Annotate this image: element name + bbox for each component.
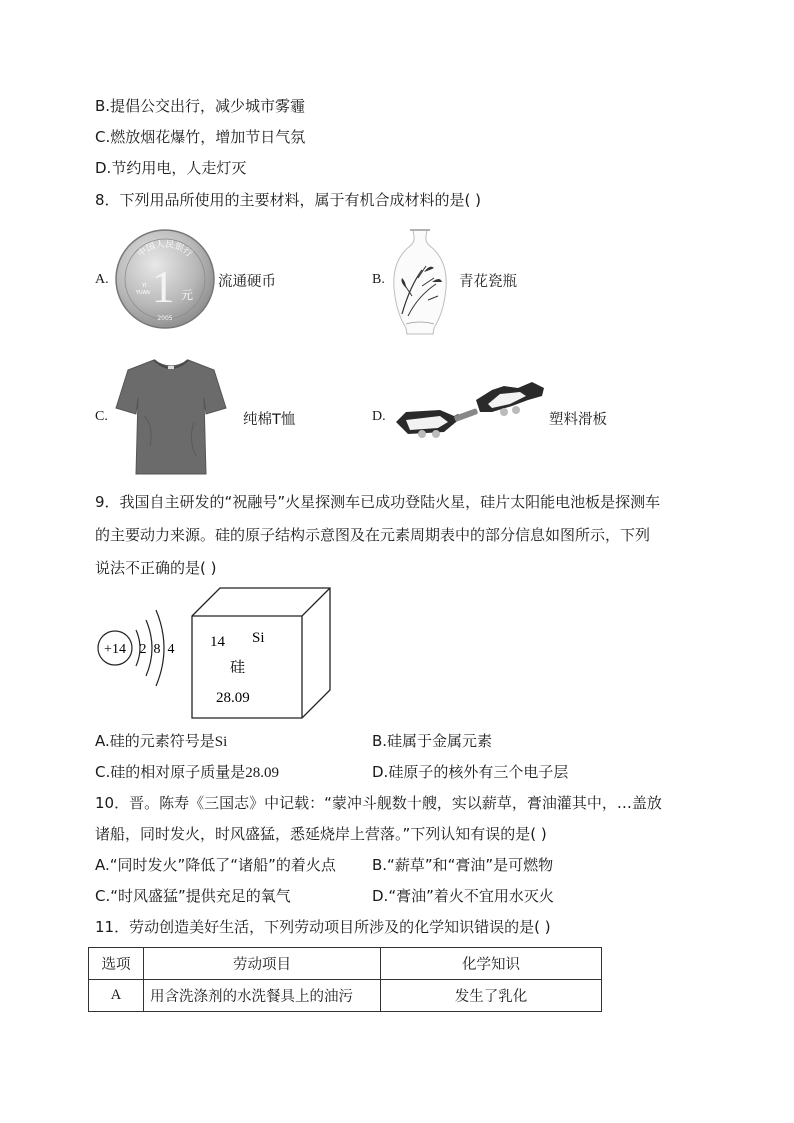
q10-stem-line1: 10．晋。陈寿《三国志》中记载：“蒙冲斗舰数十艘，实以薪草，膏油灌其中，…盖放: [95, 794, 662, 812]
q9-option-a: A.硅的元素符号是Si: [95, 732, 228, 750]
q8-option-b-text: 青花瓷瓶: [459, 274, 517, 290]
q7-option-d: D.节约用电，人走灯灭: [95, 159, 247, 177]
shell-1-electrons: 2: [139, 642, 147, 657]
q9-option-d: D.硅原子的核外有三个电子层: [372, 763, 569, 781]
table-header-cell: 劳动项目: [144, 948, 381, 980]
coin-unit: 元: [181, 288, 194, 302]
table-cell: 发生了乳化: [381, 980, 602, 1012]
q8-option-a-label: A.: [95, 272, 109, 287]
coin-image: [114, 228, 216, 330]
vase-image: [388, 226, 452, 338]
nucleus-charge: +14: [104, 642, 126, 657]
q11-stem: 11．劳动创造美好生活，下列劳动项目所涉及的化学知识错误的是( ): [95, 918, 551, 936]
q10-option-a: A.“同时发火”降低了“诸船”的着火点: [95, 856, 336, 874]
q8-option-a-text: 流通硬币: [218, 274, 276, 290]
table-cell: A: [89, 980, 144, 1012]
q8-option-d-label: D.: [372, 409, 386, 424]
element-atomic-number: 14: [210, 634, 225, 650]
q7-option-b: B.提倡公交出行，减少城市雾霾: [95, 97, 306, 115]
q8-option-c-text: 纯棉T恤: [243, 412, 296, 428]
coin-yi: YI: [142, 283, 147, 289]
atomic-structure-diagram: [96, 598, 188, 694]
tshirt-image: [114, 356, 228, 478]
q11-table: [88, 947, 602, 1012]
element-mass: 28.09: [216, 690, 250, 706]
q9-stem-line3: 说法不正确的是( ): [95, 559, 217, 577]
q8-option-b-label: B.: [372, 272, 385, 287]
table-header-row: [89, 948, 602, 980]
q8-option-c-label: C.: [95, 409, 108, 424]
q10-option-b: B.“薪草”和“膏油”是可燃物: [372, 856, 554, 874]
coin-year: 2005: [157, 315, 173, 322]
q10-stem-line2: 诸船，同时发火，时风盛猛，悉延烧岸上营落。”下列认知有误的是( ): [95, 825, 547, 843]
element-cube: [190, 586, 332, 722]
shell-3-electrons: 4: [167, 642, 175, 657]
element-name: 硅: [230, 658, 246, 676]
table-header-cell: 化学知识: [381, 948, 602, 980]
q9-stem-line2: 的主要动力来源。硅的原子结构示意图及在元素周期表中的部分信息如图所示，下列: [95, 526, 651, 544]
q9-option-b: B.硅属于金属元素: [372, 732, 493, 750]
skateboard-image: [392, 376, 548, 442]
element-symbol: Si: [252, 630, 265, 646]
q10-option-c: C.“时风盛猛”提供充足的氧气: [95, 887, 291, 905]
q10-option-d: D.“膏油”着火不宜用水灭火: [372, 887, 554, 905]
coin-yuan: YUAN: [136, 290, 150, 296]
q8-stem: 8．下列用品所使用的主要材料，属于有机合成材料的是( ): [95, 191, 482, 209]
q7-option-c: C.燃放烟花爆竹，增加节日气氛: [95, 128, 306, 146]
q8-option-d-text: 塑料滑板: [549, 412, 607, 428]
coin-numeral: 1: [151, 261, 175, 312]
q9-option-c: C.硅的相对原子质量是28.09: [95, 763, 279, 781]
q9-stem-line1: 9．我国自主研发的“祝融号”火星探测车已成功登陆火星，硅片太阳能电池板是探测车: [95, 493, 661, 511]
coin-top-text: 中国人民银行: [136, 239, 194, 260]
table-cell: 用含洗涤剂的水洗餐具上的油污: [144, 980, 381, 1012]
table-row: [89, 980, 602, 1012]
shell-2-electrons: 8: [153, 642, 161, 657]
table-header-cell: 选项: [89, 948, 144, 980]
